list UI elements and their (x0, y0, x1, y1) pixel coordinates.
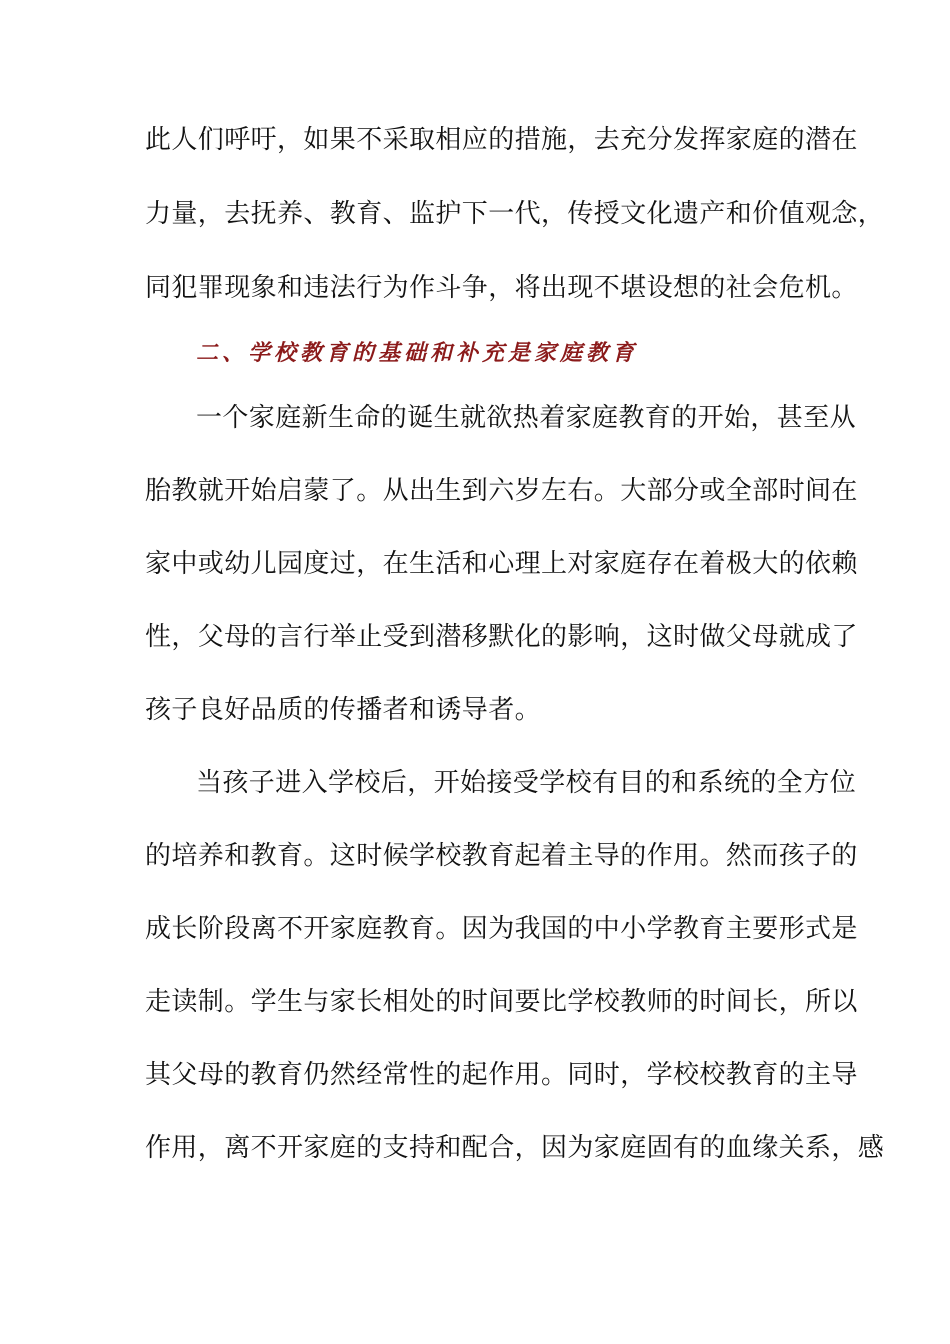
body-text-line: 一个家庭新生命的诞生就欲热着家庭教育的开始，甚至从 (196, 403, 857, 433)
body-text-line: 胎教就开始启蒙了。从出生到六岁左右。大部分或全部时间在 (145, 476, 858, 506)
body-text-line: 此人们呼吁，如果不采取相应的措施，去充分发挥家庭的潜在 (145, 125, 858, 155)
section-heading: 二、学校教育的基础和补充是家庭教育 (196, 340, 639, 366)
body-text-line: 性，父母的言行举止受到潜移默化的影响，这时做父母就成了 (145, 622, 858, 652)
body-text-line: 走读制。学生与家长相处的时间要比学校教师的时间长，所以 (145, 987, 858, 1017)
body-text-line: 孩子良好品质的传播者和诱导者。 (145, 695, 542, 725)
body-text-line: 同犯罪现象和违法行为作斗争，将出现不堪设想的社会危机。 (145, 273, 858, 303)
body-text-line: 成长阶段离不开家庭教育。因为我国的中小学教育主要形式是 (145, 914, 858, 944)
body-text-line: 当孩子进入学校后，开始接受学校有目的和系统的全方位 (196, 768, 857, 798)
body-text-line: 力量，去抚养、教育、监护下一代，传授文化遗产和价值观念， (145, 199, 885, 229)
body-text-line: 其父母的教育仍然经常性的起作用。同时，学校校教育的主导 (145, 1060, 858, 1090)
body-text-line: 家中或幼儿园度过，在生活和心理上对家庭存在着极大的依赖 (145, 549, 858, 579)
body-text-line: 作用，离不开家庭的支持和配合，因为家庭固有的血缘关系，感 (145, 1133, 885, 1163)
body-text-line: 的培养和教育。这时候学校教育起着主导的作用。然而孩子的 (145, 841, 858, 871)
